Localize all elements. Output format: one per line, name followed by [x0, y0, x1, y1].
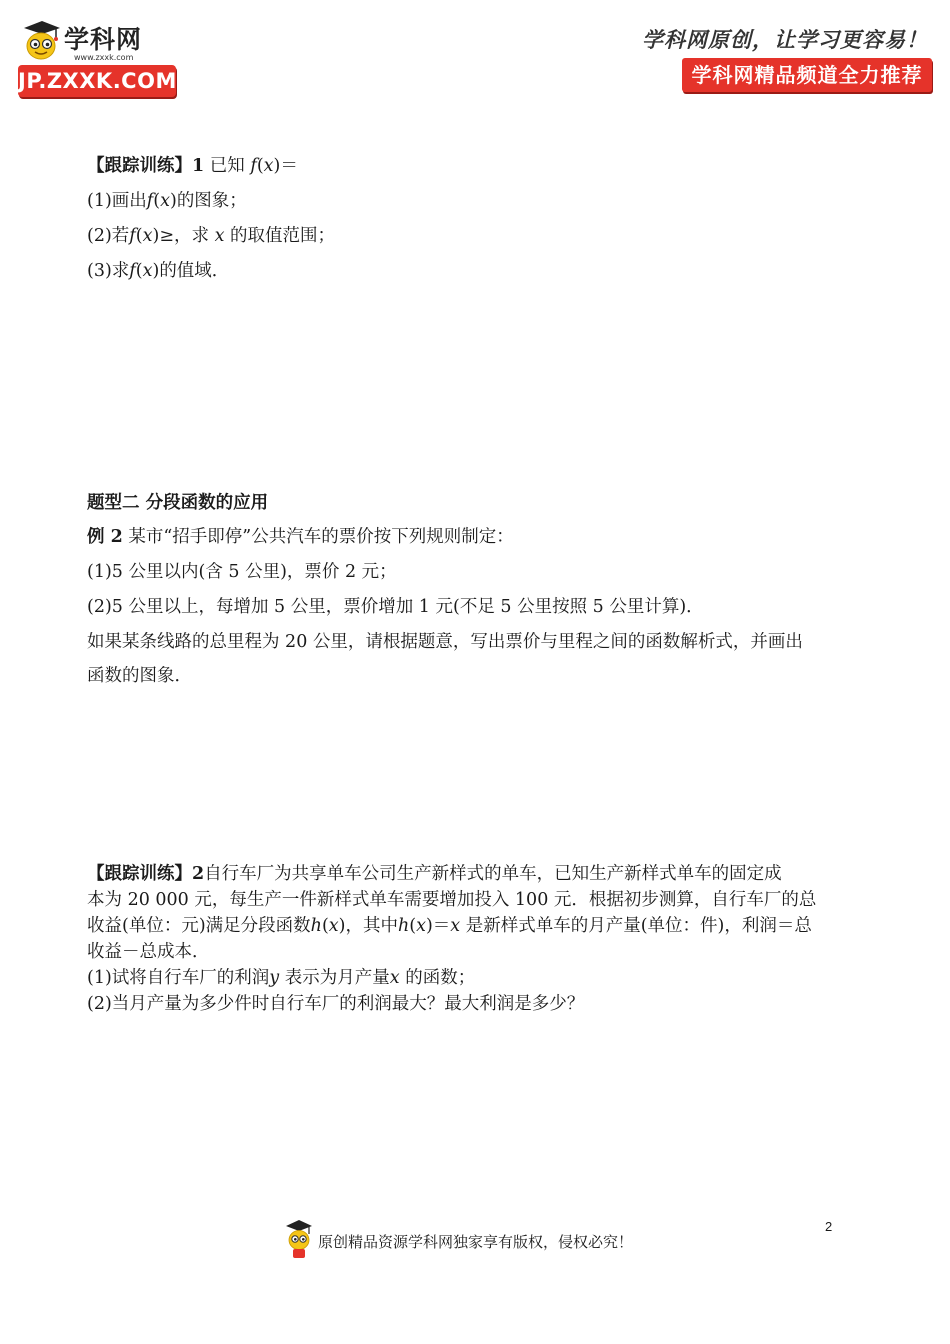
footer-mascot-icon: [284, 1218, 314, 1260]
practice-number: 1: [192, 156, 205, 176]
var-symbol: x: [142, 226, 153, 246]
practice1-q3: (3)求f(x)的值域．: [87, 261, 230, 281]
practice1-intro: 已知: [209, 156, 245, 176]
func-symbol: f: [146, 191, 154, 211]
q1-b: 表示为月产量: [284, 968, 390, 988]
brand-url-banner[interactable]: JP.ZXXK.COM: [18, 65, 176, 97]
practice1-q1: (1)画出f(x)的图象；: [87, 191, 247, 211]
brand-name: 学科网: [64, 25, 143, 54]
var-symbol: x: [160, 191, 170, 211]
header-slogan: [640, 22, 932, 98]
y-symbol: y: [269, 968, 280, 988]
example2-rule2: (2)5 公里以上，每增加 5 公里，票价增加 1 元(不足 5 公里按照 5 公里计算)．: [87, 597, 704, 617]
example2-intro: [87, 524, 514, 550]
q3-prefix: (3)求: [87, 261, 130, 281]
practice-tag: 【跟踪训练】: [87, 156, 192, 176]
example2-rule1: (1)5 公里以内(含 5 公里)，票价 2 元；: [87, 562, 397, 582]
practice2-line1-text: 自行车厂为共享单车公司生产新样式的单车，已知生产新样式单车的固定成: [204, 864, 782, 884]
example2-intro-text: 某市“招手即停”公共汽车的票价按下列规则制定：: [128, 527, 514, 547]
q1-suffix: 的图象；: [176, 191, 247, 211]
practice2-q2: (2)当月产量为多少件时自行车厂的利润最大？最大利润是多少？: [87, 994, 585, 1014]
brand-domain: www.zxxk.com: [74, 53, 134, 62]
func-symbol: f: [129, 261, 136, 281]
mascot-icon: [20, 18, 62, 64]
slogan-text: 学科网原创，让学习更容易！: [642, 27, 928, 52]
practice-tag: 【跟踪训练】: [87, 864, 192, 884]
func-symbol: f: [129, 226, 136, 246]
example-label: 例 2: [87, 527, 123, 547]
practice-number: 2: [192, 864, 205, 884]
section-heading: 题型二 分段函数的应用: [87, 493, 269, 513]
line3-c: ＝: [432, 916, 451, 936]
line3-a: 收益(单位：元)满足分段函数: [87, 916, 311, 936]
q1-prefix: (1)画出: [87, 191, 147, 211]
func-symbol: h: [310, 916, 322, 936]
practice2-line3: 收益(单位：元)满足分段函数h(x)，其中h(x)＝x 是新样式单车的月产量(单位：件)，利润＝总: [87, 916, 812, 936]
example2-task-line2: 函数的图象．: [87, 666, 192, 686]
var-symbol: x: [263, 156, 274, 176]
var-symbol: x: [142, 261, 153, 281]
q1-c: 的函数；: [405, 968, 476, 988]
var-symbol: x: [450, 916, 461, 936]
var-symbol: x: [389, 968, 400, 988]
line3-b: ，其中: [345, 916, 398, 936]
practice1-title: 【跟踪训练】1 已知 f(x)＝: [87, 156, 298, 176]
var-symbol: x: [416, 916, 426, 936]
practice2-q1: [87, 965, 475, 991]
practice2-line1: [87, 861, 782, 887]
page-number: 2: [825, 1219, 833, 1234]
q2-prefix: (2)若: [87, 226, 130, 246]
practice1-q2: (2)若f(x)≥，求 x 的取值范围；: [87, 226, 336, 246]
func-symbol: f: [250, 156, 257, 176]
q3-suffix: 的值域．: [159, 261, 230, 281]
practice2-line4: 收益－总成本．: [87, 942, 210, 962]
equals-sign: ＝: [280, 156, 298, 176]
footer-copyright: 原创精品资源学科网独家享有版权，侵权必究！: [318, 1233, 634, 1251]
q2-mid: ≥，求: [159, 226, 209, 246]
var-symbol: x: [328, 916, 339, 936]
func-symbol: h: [397, 916, 410, 936]
site-logo[interactable]: [18, 14, 180, 100]
line3-d: 是新样式单车的月产量(单位：件)，利润＝总: [465, 916, 812, 936]
var-symbol: x: [214, 226, 225, 246]
example2-task-line1: 如果某条线路的总里程为 20 公里，请根据题意，写出票价与里程之间的函数解析式，并画出: [87, 632, 803, 652]
q1-a: (1)试将自行车厂的利润: [87, 968, 270, 988]
q2-suffix: 的取值范围；: [230, 226, 336, 246]
promo-banner[interactable]: 学科网精品频道全力推荐: [682, 58, 932, 92]
practice2-line2: 本为 20 000 元，每生产一件新样式单车需要增加投入 100 元．根据初步测算，自行车厂的总: [87, 890, 817, 910]
